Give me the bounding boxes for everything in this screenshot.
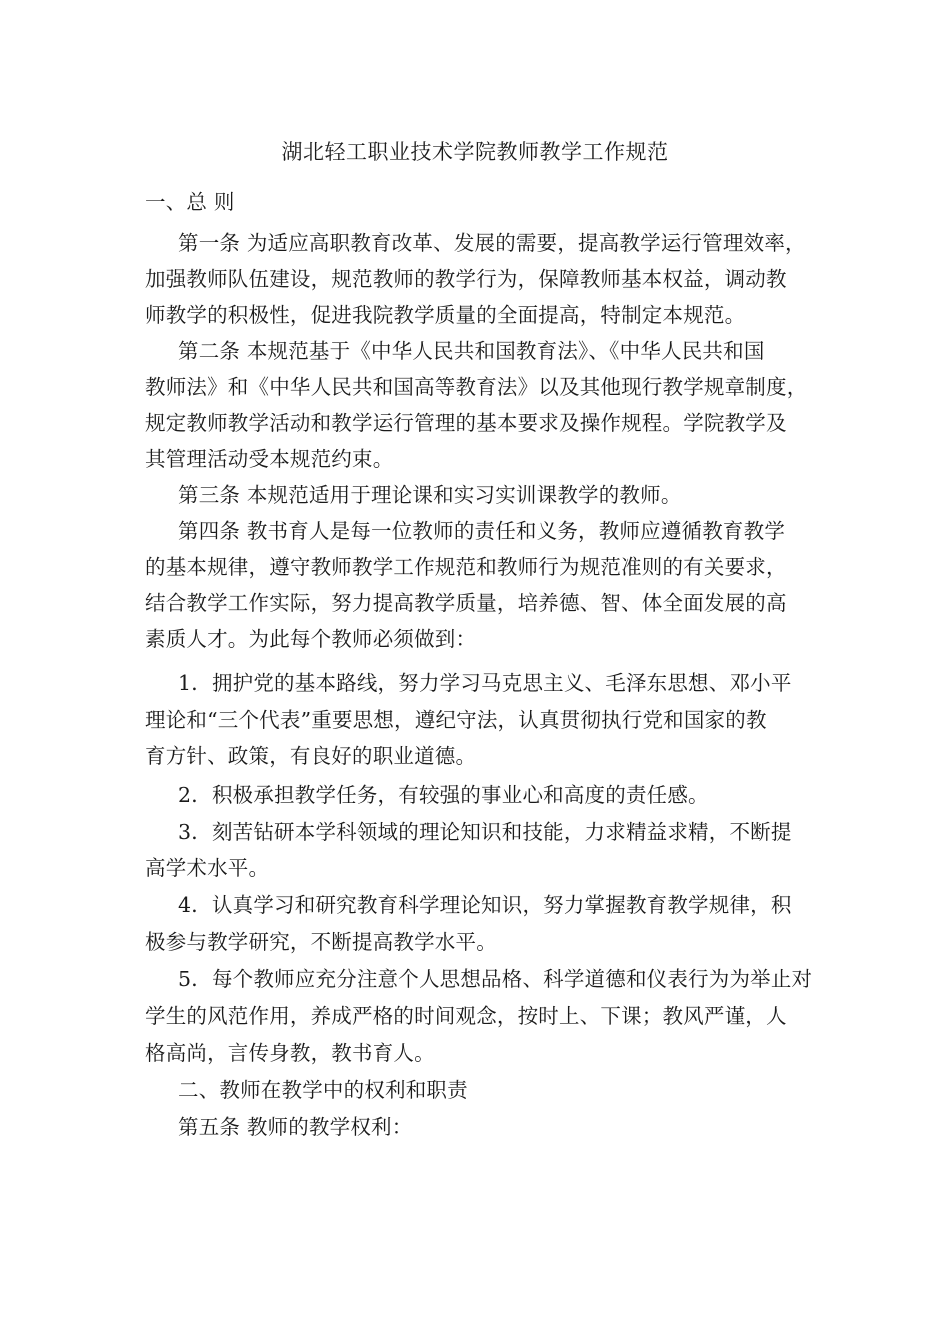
list-item-line: 格高尚，言传身教，教书育人。 [145, 1041, 435, 1065]
list-item-line: 5．每个教师应充分注意个人思想品格、科学道德和仪表行为为举止对 [178, 967, 813, 991]
paragraph-line: 师教学的积极性，促进我院教学质量的全面提高，特制定本规范。 [145, 303, 746, 327]
paragraph-line: 结合教学工作实际，努力提高教学质量，培养德、智、体全面发展的高 [145, 591, 787, 615]
list-item-line: 4．认真学习和研究教育科学理论知识，努力掌握教育教学规律，积 [178, 893, 792, 917]
paragraph-line: 第四条 教书育人是每一位教师的责任和义务，教师应遵循教育教学 [178, 519, 786, 543]
paragraph-line: 的基本规律，遵守教师教学工作规范和教师行为规范准则的有关要求， [145, 555, 787, 579]
list-item-line: 2．积极承担教学任务，有较强的事业心和高度的责任感。 [178, 783, 709, 807]
list-item-line: 育方针、政策，有良好的职业道德。 [145, 744, 477, 768]
section-heading-general: 一、总 则 [145, 190, 235, 214]
list-item-line: 理论和“三个代表”重要思想，遵纪守法，认真贯彻执行党和国家的教 [145, 708, 767, 732]
section-heading-rights: 二、教师在教学中的权利和职责 [178, 1078, 468, 1102]
paragraph-line: 加强教师队伍建设，规范教师的教学行为，保障教师基本权益，调动教 [145, 267, 787, 291]
paragraph-line: 素质人才。为此每个教师必须做到： [145, 627, 477, 651]
list-item-line: 极参与教学研究，不断提高教学水平。 [145, 930, 497, 954]
paragraph-line: 其管理活动受本规范约束。 [145, 447, 394, 471]
paragraph-line: 第一条 为适应高职教育改革、发展的需要，提高教学运行管理效率， [178, 231, 806, 255]
list-item-line: 1．拥护党的基本路线，努力学习马克思主义、毛泽东思想、邓小平 [178, 671, 792, 695]
paragraph-line: 第三条 本规范适用于理论课和实习实训课教学的教师。 [178, 483, 682, 507]
list-item-line: 高学术水平。 [145, 856, 270, 880]
paragraph-line: 第五条 教师的教学权利： [178, 1115, 413, 1139]
paragraph-line: 规定教师教学活动和教学运行管理的基本要求及操作规程。学院教学及 [145, 411, 787, 435]
paragraph-line: 第二条 本规范基于《中华人民共和国教育法》、《中华人民共和国 [178, 339, 765, 363]
document-title: 湖北轻工职业技术学院教师教学工作规范 [281, 140, 669, 164]
list-item-line: 3．刻苦钻研本学科领域的理论知识和技能，力求精益求精，不断提 [178, 820, 792, 844]
paragraph-line: 教师法》和《中华人民共和国高等教育法》以及其他现行教学规章制度， [145, 375, 808, 399]
list-item-line: 学生的风范作用，养成严格的时间观念，按时上、下课；教风严谨，人 [145, 1004, 787, 1028]
